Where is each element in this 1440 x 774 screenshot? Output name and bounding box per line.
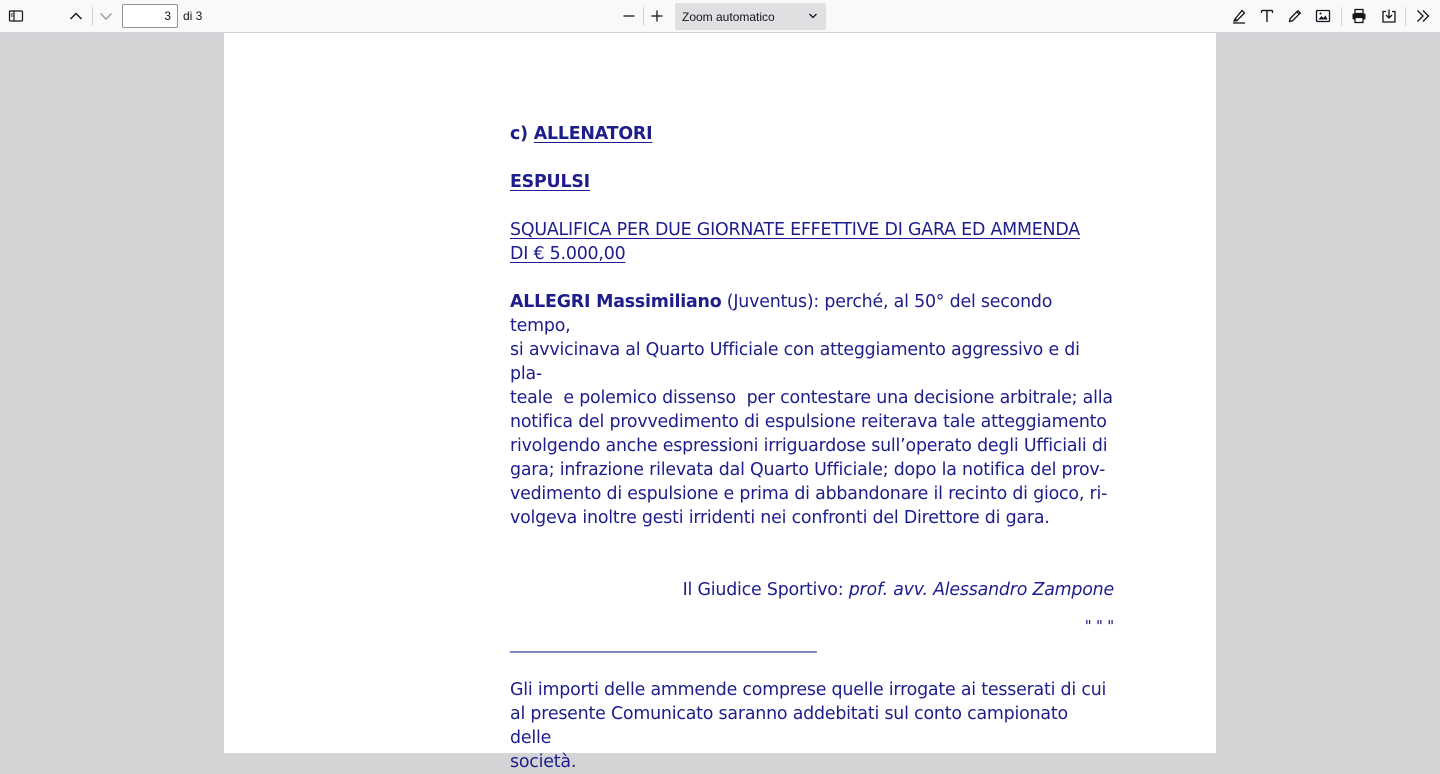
download-icon	[1380, 7, 1398, 25]
previous-page-button[interactable]	[63, 4, 89, 28]
highlight-button[interactable]	[1226, 4, 1252, 28]
pencil-icon	[1286, 7, 1304, 25]
text-annotation-button[interactable]	[1254, 4, 1280, 28]
sidebar-toggle-button[interactable]	[3, 4, 29, 28]
decision-line: rivolgendo anche espressioni irriguardose sull’operato degli Ufficiali di	[510, 436, 1108, 456]
section-prefix: c)	[510, 124, 528, 144]
highlighter-icon	[1230, 7, 1248, 25]
chevron-down-icon	[98, 8, 114, 24]
chevron-up-icon	[68, 8, 84, 24]
decision-line: vedimento di espulsione e prima di abbandonare il recinto di gioco, ri-	[510, 484, 1108, 504]
pdf-toolbar	[0, 0, 1440, 33]
quote-marks: " " "	[1084, 617, 1114, 635]
toolbar-divider	[1405, 7, 1406, 26]
tools-menu-button[interactable]	[1410, 4, 1436, 28]
double-chevron-right-icon	[1414, 7, 1432, 25]
signature-name: prof. avv. Alessandro Zampone	[848, 580, 1114, 600]
person-name: ALLEGRI Massimiliano	[510, 292, 722, 312]
decision-line: teale e polemico dissenso per contestare una decisione arbitrale; alla	[510, 388, 1113, 408]
decision-line: si avvicinava al Quarto Ufficiale con atteggiamento aggressivo e di pla-	[510, 340, 1080, 384]
add-image-button[interactable]	[1310, 4, 1336, 28]
decision-line: volgeva inoltre gesti irridenti nei confronti del Direttore di gara.	[510, 508, 1050, 528]
signature-prefix: Il Giudice Sportivo:	[682, 580, 849, 600]
page-content	[510, 122, 1114, 774]
section-title: ALLENATORI	[533, 124, 653, 144]
chevron-down-icon	[808, 12, 818, 20]
page-number-input[interactable]	[122, 4, 178, 28]
zoom-select[interactable]	[675, 3, 826, 30]
footer-line: al presente Comunicato saranno addebitati sul conto campionato delle	[510, 704, 1068, 748]
footer-line: Gli importi delle ammende comprese quelle irrogate ai tesserati di cui	[510, 680, 1107, 700]
printer-icon	[1350, 7, 1368, 25]
decision-text: (Juventus): perché, al 50° del secondo tempo,	[510, 292, 1053, 336]
signature-line	[510, 578, 1114, 602]
sidebar-toggle-icon	[8, 8, 24, 24]
sanction-line: DI € 5.000,00	[510, 244, 626, 264]
zoom-select-value: Zoom automatico	[682, 10, 775, 24]
decision-line: gara; infrazione rilevata dal Quarto Ufficiale; dopo la notifica del prov-	[510, 460, 1106, 480]
separator-line: __________________________________________	[510, 635, 817, 653]
print-button[interactable]	[1346, 4, 1372, 28]
section-heading	[510, 122, 1114, 146]
image-icon	[1314, 7, 1332, 25]
document-viewer[interactable]	[0, 33, 1440, 772]
subsection-heading: ESPULSI	[510, 172, 590, 192]
zoom-out-button[interactable]	[616, 4, 642, 28]
save-button[interactable]	[1376, 4, 1402, 28]
decision-line	[510, 290, 1114, 338]
text-icon	[1258, 7, 1276, 25]
next-page-button[interactable]	[93, 4, 119, 28]
minus-icon	[621, 8, 637, 24]
decision-line: notifica del provvedimento di espulsione reiterava tale atteggiamento	[510, 412, 1107, 432]
footer-line: società.	[510, 752, 577, 772]
zoom-in-button[interactable]	[644, 4, 670, 28]
pdf-page	[224, 33, 1216, 772]
plus-icon	[649, 8, 665, 24]
page-count-label: di 3	[183, 9, 203, 23]
toolbar-divider	[1341, 7, 1342, 26]
draw-button[interactable]	[1282, 4, 1308, 28]
sanction-line: SQUALIFICA PER DUE GIORNATE EFFETTIVE DI GARA ED AMMENDA	[510, 220, 1080, 240]
